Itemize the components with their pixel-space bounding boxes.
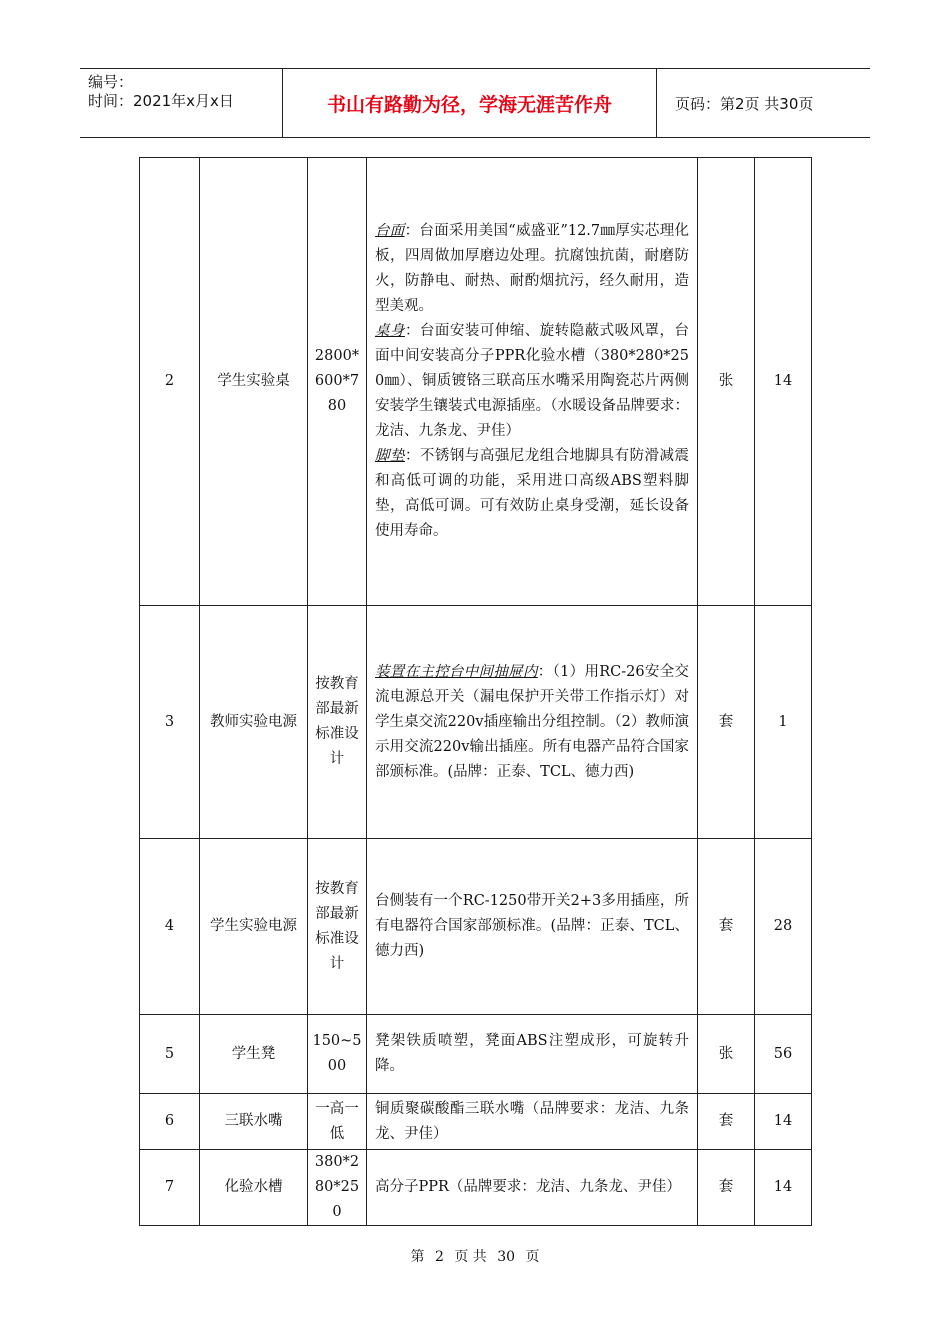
description-paragraph bbox=[375, 1097, 689, 1147]
table-row bbox=[140, 839, 812, 1015]
cell-description bbox=[367, 1094, 698, 1150]
description-label: 桌身 bbox=[375, 323, 405, 339]
cell-name: 学生凳 bbox=[200, 1015, 308, 1094]
cell-unit: 张 bbox=[698, 1015, 755, 1094]
description-paragraph bbox=[375, 660, 689, 785]
cell-no: 2 bbox=[140, 158, 200, 606]
cell-name: 学生实验电源 bbox=[200, 839, 308, 1015]
cell-spec: 一高一低 bbox=[308, 1094, 367, 1150]
header-meta bbox=[80, 69, 282, 137]
cell-spec: 按教育部最新标准设计 bbox=[308, 839, 367, 1015]
cell-name: 学生实验桌 bbox=[200, 158, 308, 606]
time-label: 时间：2021年x月x日 bbox=[88, 92, 234, 110]
description-label: 脚垫 bbox=[375, 448, 405, 464]
page-footer bbox=[0, 1246, 950, 1266]
cell-description bbox=[367, 158, 698, 606]
cell-description bbox=[367, 1150, 698, 1226]
footer-total: 30 bbox=[497, 1249, 516, 1265]
cell-name: 三联水嘴 bbox=[200, 1094, 308, 1150]
cell-name: 化验水槽 bbox=[200, 1150, 308, 1226]
description-paragraph bbox=[375, 219, 689, 319]
equipment-table bbox=[139, 157, 812, 1226]
description-text: 台侧装有一个RC-1250带开关2+3多用插座，所有电器符合国家部颁标准。(品牌：正泰、TCL、德力西) bbox=[375, 893, 689, 959]
cell-no: 5 bbox=[140, 1015, 200, 1094]
cell-unit: 套 bbox=[698, 1150, 755, 1226]
footer-prefix: 第 bbox=[410, 1249, 425, 1265]
description-paragraph bbox=[375, 319, 689, 444]
table-row bbox=[140, 1150, 812, 1226]
cell-no: 6 bbox=[140, 1094, 200, 1150]
description-label: 装置在主控台中间抽屉内 bbox=[375, 663, 538, 680]
cell-no: 4 bbox=[140, 839, 200, 1015]
number-label: 编号： bbox=[88, 73, 134, 91]
table-row bbox=[140, 158, 812, 606]
description-text: 高分子PPR（品牌要求：龙洁、九条龙、尹佳） bbox=[375, 1179, 681, 1195]
description-text: ：台面安装可伸缩、旋转隐蔽式吸风罩，台面中间安装高分子PPR化验水槽（380*280*250㎜）、铜质镀铬三联高压水嘴采用陶瓷芯片两侧安装学生镶装式电源插座。（水暖设备品牌要求：龙洁、九条龙、尹佳） bbox=[375, 323, 690, 439]
cell-qty: 28 bbox=[755, 839, 812, 1015]
description-paragraph bbox=[375, 1029, 689, 1079]
description-text: 凳架铁质喷塑，凳面ABS注塑成形，可旋转升降。 bbox=[375, 1033, 689, 1074]
description-paragraph bbox=[375, 889, 689, 964]
cell-qty: 14 bbox=[755, 158, 812, 606]
cell-unit: 套 bbox=[698, 839, 755, 1015]
cell-description bbox=[367, 839, 698, 1015]
cell-unit: 套 bbox=[698, 1094, 755, 1150]
cell-description bbox=[367, 606, 698, 839]
header-motto: 书山有路勤为径，学海无涯苦作舟 bbox=[282, 69, 657, 137]
cell-no: 3 bbox=[140, 606, 200, 839]
cell-description bbox=[367, 1015, 698, 1094]
table-row bbox=[140, 1015, 812, 1094]
description-paragraph bbox=[375, 1175, 689, 1200]
cell-qty: 14 bbox=[755, 1150, 812, 1226]
cell-unit: 张 bbox=[698, 158, 755, 606]
cell-spec: 2800*600*780 bbox=[308, 158, 367, 606]
description-paragraph bbox=[375, 444, 689, 544]
cell-qty: 1 bbox=[755, 606, 812, 839]
cell-spec: 380*280*250 bbox=[308, 1150, 367, 1226]
cell-spec: 按教育部最新标准设计 bbox=[308, 606, 367, 839]
cell-name: 教师实验电源 bbox=[200, 606, 308, 839]
description-text: ：不锈钢与高强尼龙组合地脚具有防滑减震和高低可调的功能，采用进口高级ABS塑料脚垫，高低可调。可有效防止桌身受潮，延长设备使用寿命。 bbox=[375, 448, 690, 539]
header-page-info bbox=[665, 69, 870, 137]
page-header bbox=[80, 68, 870, 138]
description-text: ：台面采用美国“威盛亚”12.7㎜厚实芯理化板，四周做加厚磨边处理。抗腐蚀抗菌，耐磨防火，防静电、耐热、耐酌烟抗污，经久耐用，造型美观。 bbox=[375, 223, 690, 314]
footer-mid: 页 共 bbox=[454, 1249, 487, 1265]
description-label: 台面 bbox=[375, 223, 405, 239]
cell-unit: 套 bbox=[698, 606, 755, 839]
table-row bbox=[140, 606, 812, 839]
cell-qty: 14 bbox=[755, 1094, 812, 1150]
cell-no: 7 bbox=[140, 1150, 200, 1226]
table-row bbox=[140, 1094, 812, 1150]
footer-suffix: 页 bbox=[525, 1249, 540, 1265]
page-info-text: 页码：第2页 共30页 bbox=[675, 94, 814, 113]
description-text: 铜质聚碳酸酯三联水嘴（品牌要求：龙洁、九条龙、尹佳） bbox=[375, 1100, 689, 1142]
description-text: ：（1）用RC-26安全交流电源总开关（漏电保护开关带工作指示灯）对学生桌交流220v插座输出分组控制。（2）教师演示用交流220v输出插座。所有电器产品符合国家部颁标准。(品牌：正泰、TCL、德力西) bbox=[375, 663, 689, 780]
footer-page-number: 2 bbox=[434, 1249, 444, 1265]
cell-qty: 56 bbox=[755, 1015, 812, 1094]
cell-spec: 150~500 bbox=[308, 1015, 367, 1094]
